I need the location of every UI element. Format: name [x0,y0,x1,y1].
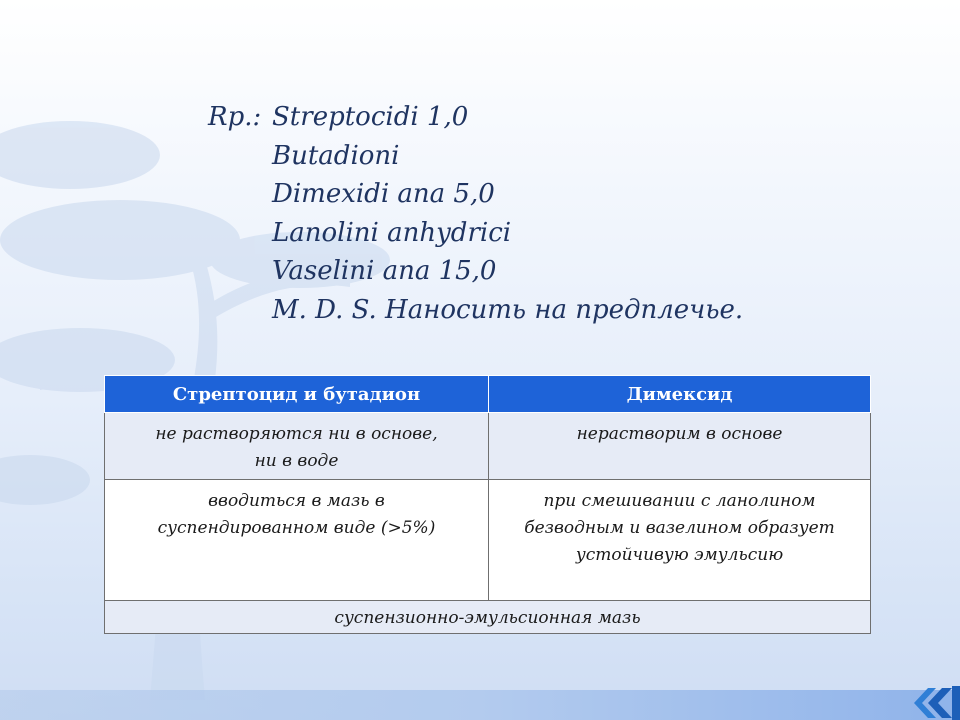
column-header-streptocide-butadione: Стрептоцид и бутадион [105,376,489,413]
prescription-line-text: Dimexidi ana 5,0 [272,179,495,210]
prescription-line-text: M. D. S. Наносить на предплечье. [272,294,744,325]
table-cell: нерастворим в основе [489,413,871,480]
prescription-line [208,291,828,330]
prescription-line [208,252,828,291]
table-row [105,480,871,601]
column-header-dimexide: Димексид [489,376,871,413]
prescription-prefix: Rp.: [208,102,262,132]
prescription-line-text: Streptocidi 1,0 [272,102,469,132]
table-header-row [105,376,871,413]
comparison-table [104,375,871,634]
prescription [208,98,828,330]
prescription-line [208,98,828,137]
prescription-line [208,175,828,214]
table-footer-cell: суспензионно-эмульсионная мазь [105,601,871,634]
table-cell: не растворяются ни в основе, ни в воде [105,413,489,480]
chevron-left-icon [900,686,960,720]
table-footer-row [105,601,871,634]
prescription-line [208,214,828,253]
bottom-decor-bar [0,690,960,720]
table-cell: вводиться в мазь в суспендированном виде (>5%) [105,480,489,601]
table-cell: при смешивании с ланолином безводным и вазелином образует устойчивую эмульсию [489,480,871,601]
table-row [105,413,871,480]
prescription-line-text: Lanolini anhydrici [272,217,512,248]
prescription-line-text: Vaselini ana 15,0 [272,256,497,287]
prescription-line [208,137,828,176]
prescription-line-text: Butadioni [272,140,400,171]
